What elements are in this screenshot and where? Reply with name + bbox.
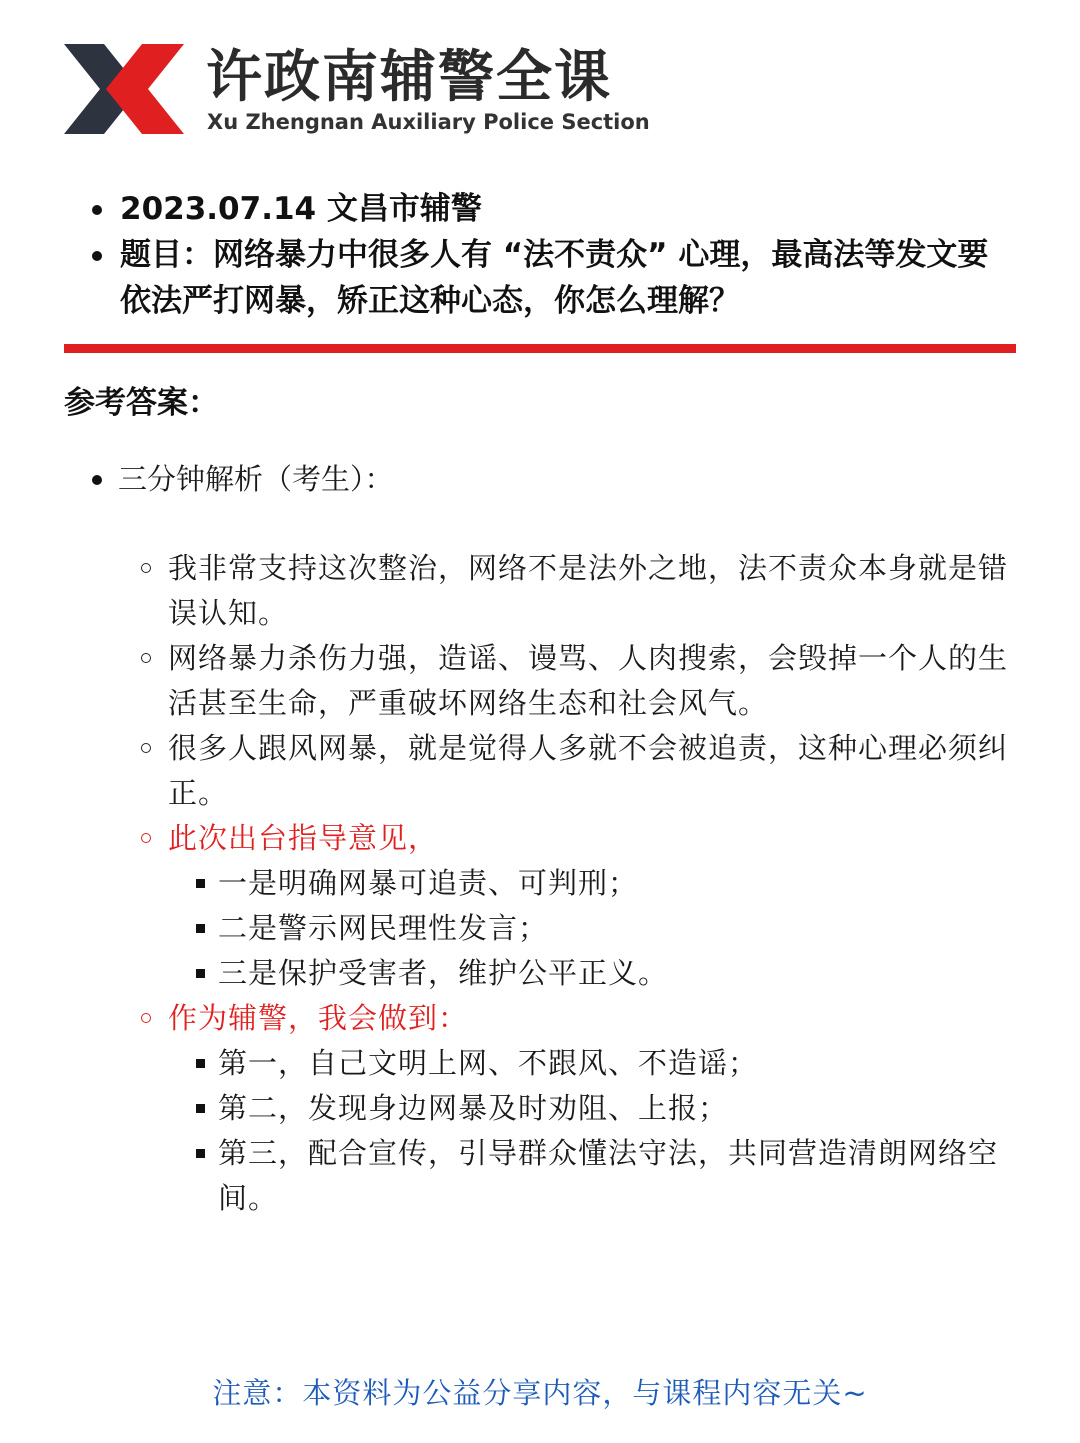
- sub-point: [168, 1086, 1016, 1131]
- red-divider: [64, 344, 1016, 353]
- square-bullet-icon: [196, 969, 205, 978]
- square-bullet-icon: [196, 1059, 205, 1068]
- brand-title: 许政南辅警全课: [206, 45, 612, 110]
- question-topic-text: 题目：网络暴力中很多人有 “法不责众” 心理，最高法等发文要依法严打网暴，矫正这种心态，你怎么理解？: [120, 237, 989, 319]
- question-topic: [86, 232, 1016, 324]
- square-bullet-icon: [196, 1104, 205, 1113]
- answer-point-highlight: [136, 996, 1016, 1221]
- bullet-icon: [92, 205, 102, 215]
- bullet-icon: [92, 475, 102, 485]
- sub-point-text: 第二，发现身边网暴及时劝阻、上报；: [218, 1091, 729, 1125]
- sub-point-text: 第一，自己文明上网、不跟风、不造谣；: [218, 1046, 759, 1080]
- bullet-icon: [92, 251, 102, 261]
- sub-point-text: 一是明确网暴可追责、可判刑；: [218, 866, 639, 900]
- question-date-text: 2023.07.14 文昌市辅警: [120, 191, 482, 227]
- question-list: [86, 186, 1016, 324]
- brand-subtitle: Xu Zhengnan Auxiliary Police Section: [207, 110, 650, 134]
- sub-points: [168, 861, 1016, 996]
- circle-bullet-icon: [141, 743, 151, 753]
- answer-point: [136, 636, 1016, 726]
- sub-point: [168, 906, 1016, 951]
- answer-heading: 参考答案：: [64, 385, 219, 421]
- answer-point-text: 此次出台指导意见，: [168, 821, 439, 855]
- circle-bullet-icon: [141, 833, 151, 843]
- sub-points: [168, 1041, 1016, 1221]
- answer-point-text: 作为辅警，我会做到：: [168, 1001, 469, 1035]
- analysis-section-label: [86, 456, 1048, 502]
- answer-point-text: 很多人跟风网暴，就是觉得人多就不会被追责，这种心理必须纠正。: [168, 731, 1009, 810]
- square-bullet-icon: [196, 879, 205, 888]
- sub-point-text: 二是警示网民理性发言；: [218, 911, 549, 945]
- answer-point: [136, 546, 1016, 636]
- footer-note: 注意：本资料为公益分享内容，与课程内容无关~: [212, 1376, 868, 1410]
- circle-bullet-icon: [141, 563, 151, 573]
- sub-point: [168, 861, 1016, 906]
- answer-point-text: 网络暴力杀伤力强，造谣、谩骂、人肉搜索，会毁掉一个人的生活甚至生命，严重破坏网络生态和社会风气。: [168, 641, 1009, 720]
- sub-point: [168, 951, 1016, 996]
- answer-point-highlight: [136, 816, 1016, 996]
- analysis-section-text: 三分钟解析（考生）：: [118, 462, 394, 496]
- sub-point-text: 三是保护受害者，维护公平正义。: [218, 956, 669, 990]
- circle-bullet-icon: [141, 1013, 151, 1023]
- sub-point: [168, 1041, 1016, 1086]
- sub-point-text: 第三，配合宣传，引导群众懂法守法，共同营造清朗网络空间。: [218, 1136, 999, 1215]
- answer-point: [136, 726, 1016, 816]
- answer-points: [136, 546, 1016, 1221]
- x-logo-icon: [62, 40, 186, 138]
- question-date: [86, 186, 1016, 232]
- circle-bullet-icon: [141, 653, 151, 663]
- square-bullet-icon: [196, 1149, 205, 1158]
- square-bullet-icon: [196, 924, 205, 933]
- sub-point: [168, 1131, 1016, 1221]
- answer-point-text: 我非常支持这次整治，网络不是法外之地，法不责众本身就是错误认知。: [168, 551, 1009, 630]
